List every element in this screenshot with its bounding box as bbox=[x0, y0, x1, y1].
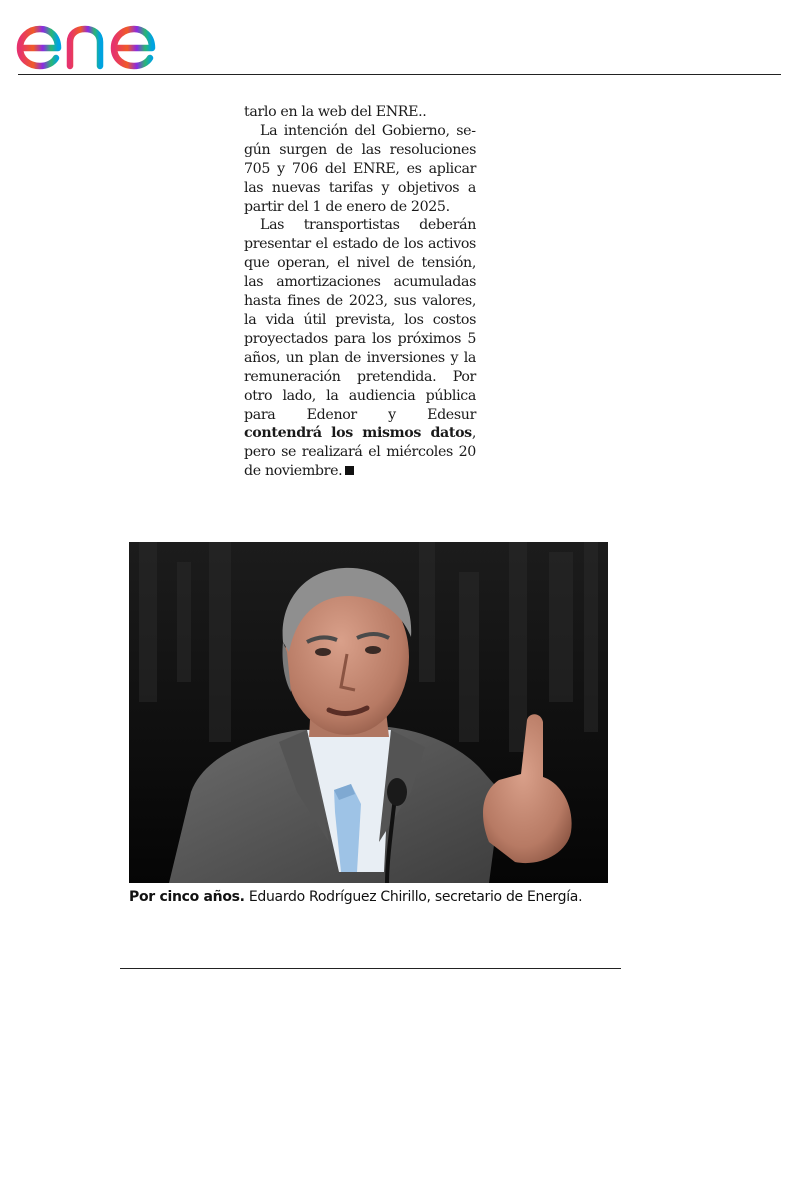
article-paragraph-2: La intención del Gobierno, según surgen de las resoluciones 705 y 706 del ENRE, es aplicar las nuevas tarifas y objetivos a partir del 1 de enero de 2025. bbox=[244, 122, 476, 215]
paragraph-3-text-a: Las transportistas deberán presentar el estado de los activos que operan, el nivel de tensión, las amortizaciones acumuladas hasta fines de 2023, sus valores, la vida útil prevista, los costos proyectados para los próximos 5 años, un plan de inversiones y la remuneración pretendida. Por otro lado, la audiencia pública para Edenor y Edesur bbox=[244, 217, 476, 423]
header-divider bbox=[18, 74, 781, 75]
footer-divider bbox=[120, 968, 621, 969]
caption-text: Eduardo Rodríguez Chirillo, secretario de Energía. bbox=[244, 889, 583, 905]
paragraph-3-text-b: , pero se realizará el miércoles 20 de noviembre. bbox=[244, 425, 476, 480]
enel-logo bbox=[14, 6, 184, 72]
photo-caption bbox=[129, 887, 629, 907]
end-of-article-mark bbox=[345, 466, 354, 475]
photo-illustration bbox=[129, 542, 608, 883]
caption-lead: Por cinco años. bbox=[129, 889, 245, 905]
article-column bbox=[244, 103, 476, 481]
enel-logo-graphic bbox=[14, 6, 184, 72]
article-photo bbox=[129, 542, 608, 883]
article-paragraph-3 bbox=[244, 216, 476, 481]
paragraph-3-bold: contendrá los mismos datos bbox=[244, 425, 472, 442]
article-paragraph-1: tarlo en la web del ENRE.. bbox=[244, 104, 427, 120]
